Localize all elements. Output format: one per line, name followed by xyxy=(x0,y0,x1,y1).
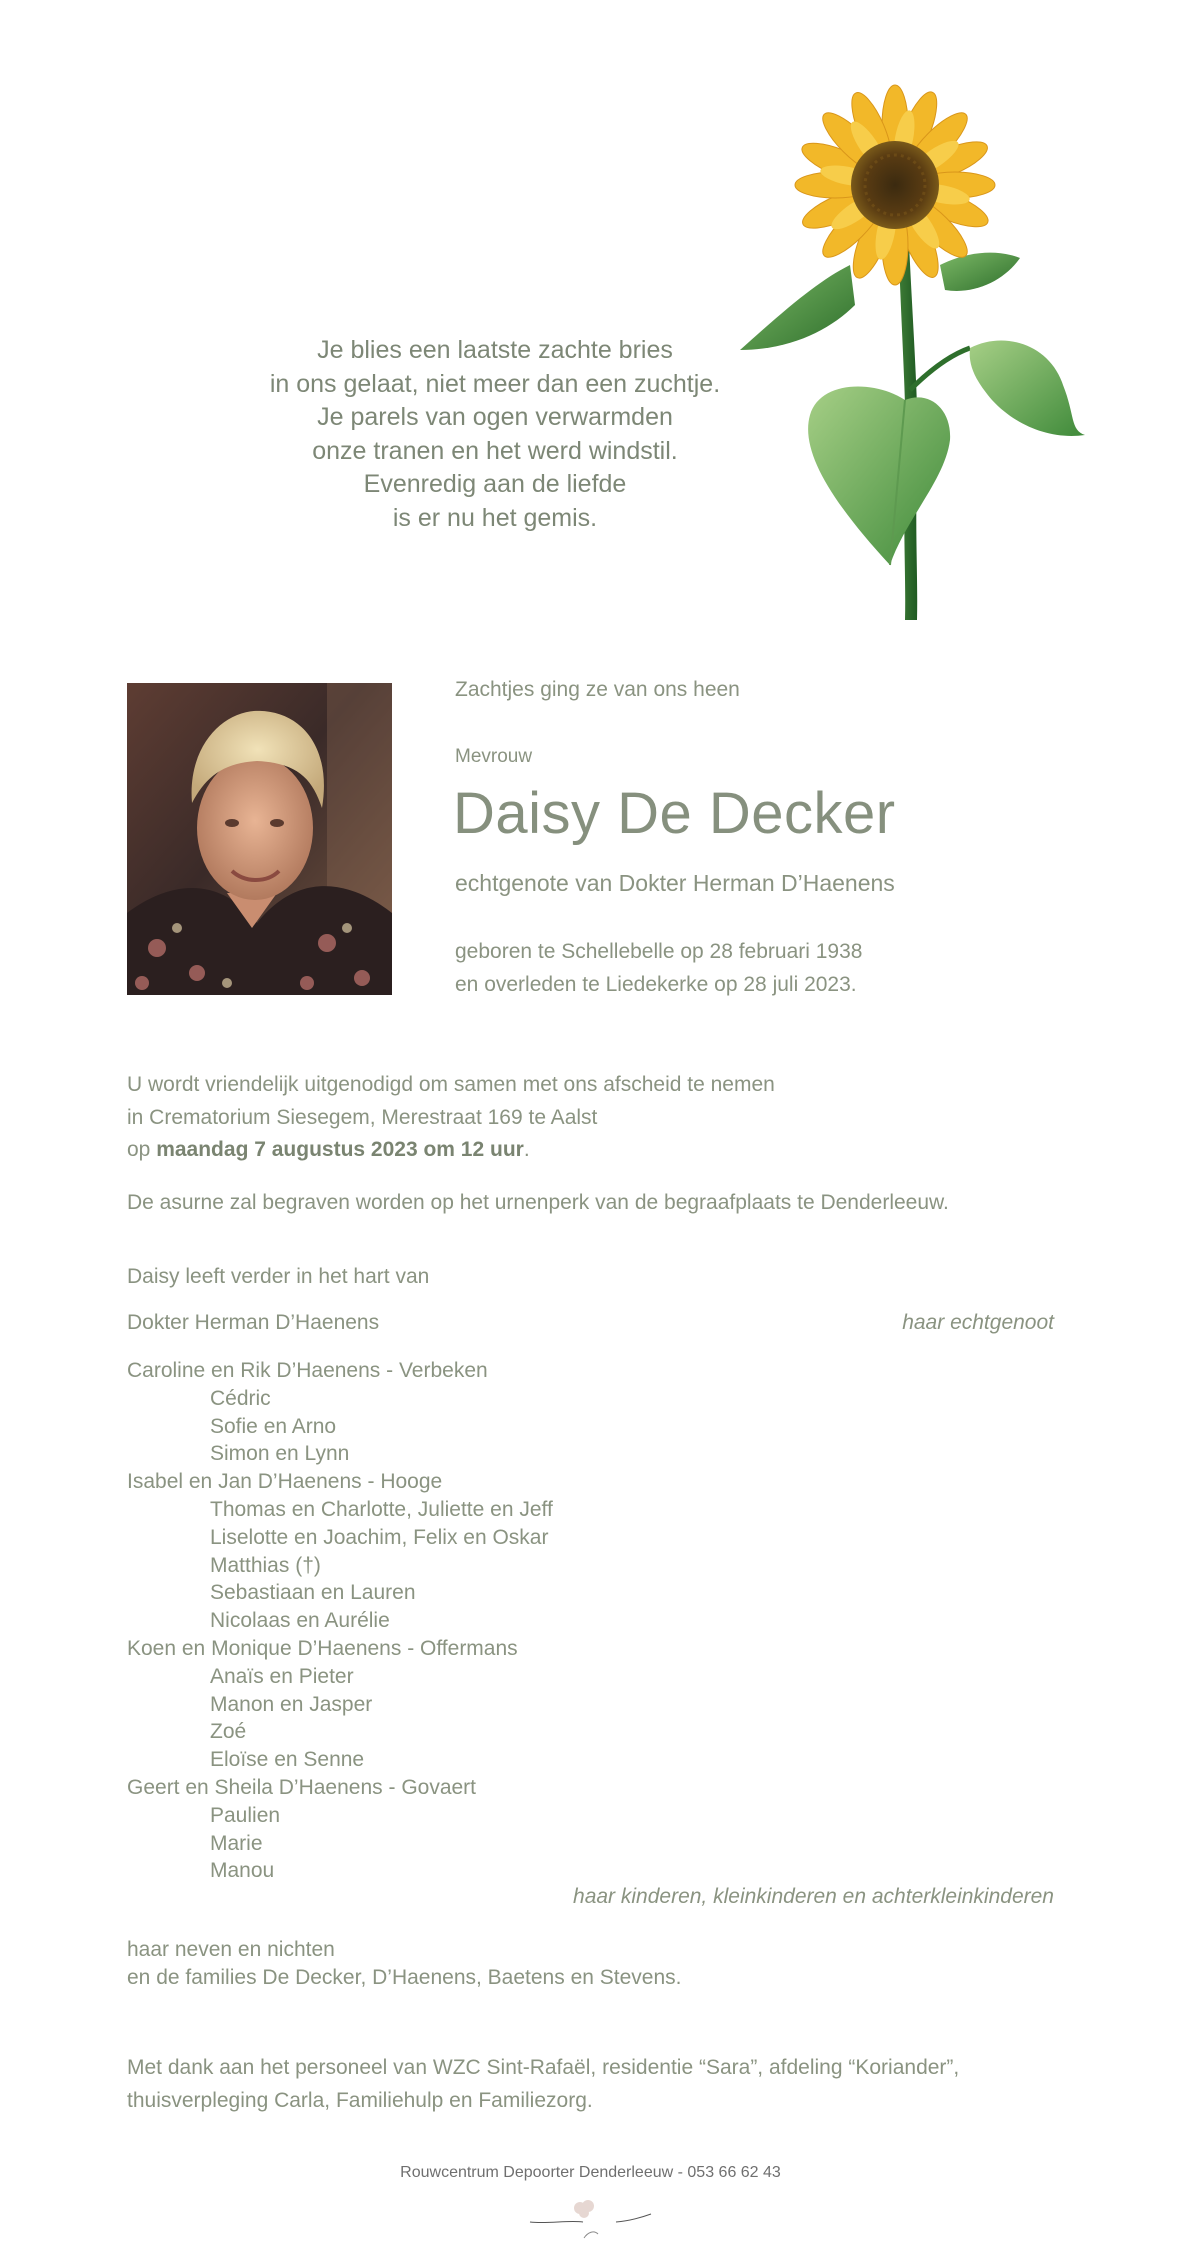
grandchild: Sebastiaan en Lauren xyxy=(210,1581,416,1605)
portrait-photo xyxy=(127,683,392,995)
intro-line: Zachtjes ging ze van ons heen xyxy=(455,678,740,701)
grandchild: Liselotte en Joachim, Felix en Oskar xyxy=(210,1525,549,1549)
poem-line: is er nu het gemis. xyxy=(392,503,598,532)
grandchild: Marie xyxy=(210,1831,263,1855)
rouwatelier-logo xyxy=(528,2198,653,2248)
thanks-line: thuisverpleging Carla, Familiehulp en Familiezorg. xyxy=(127,2088,593,2112)
grandchild: Manon en Jasper xyxy=(210,1692,373,1716)
relatives-line: en de families De Decker, D’Haenens, Baetens en Stevens. xyxy=(127,1966,682,1989)
husband-name: Dokter Herman D’Haenens xyxy=(127,1311,380,1334)
poem-line: onze tranen en het werd windstil. xyxy=(312,436,678,465)
husband-role: haar echtgenoot xyxy=(902,1311,1054,1334)
invitation xyxy=(127,1069,775,1167)
survivors-heading: Daisy leeft verder in het hart van xyxy=(127,1265,430,1288)
death-line: en overleden te Liedekerke op 28 juli 2023. xyxy=(455,973,857,996)
funeral-home-contact: Rouwcentrum Depoorter Denderleeuw - 053 66 62 43 xyxy=(400,2164,781,2181)
relatives-line: haar neven en nichten xyxy=(127,1938,335,1961)
family-name: Isabel en Jan D’Haenens - Hooge xyxy=(127,1470,443,1494)
grandchild: Thomas en Charlotte, Juliette en Jeff xyxy=(210,1497,553,1521)
thanks xyxy=(127,2052,959,2117)
grandchild: Paulien xyxy=(210,1803,281,1827)
invitation-prefix: op xyxy=(127,1138,157,1161)
poem-line: Je parels van ogen verwarmden xyxy=(317,403,673,431)
poem-line: Evenredig aan de liefde xyxy=(363,470,627,498)
sunflower-icon xyxy=(730,80,1090,620)
family-name: Geert en Sheila D’Haenens - Govaert xyxy=(127,1775,477,1799)
invitation-line: in Crematorium Siesegem, Merestraat 169 te Aalst xyxy=(127,1105,598,1129)
grandchild: Manou xyxy=(210,1859,275,1883)
grandchild: Anaïs en Pieter xyxy=(210,1664,354,1688)
poem xyxy=(190,334,800,535)
grandchild: Simon en Lynn xyxy=(210,1442,350,1466)
grandchild: Cédric xyxy=(210,1386,271,1410)
family-list xyxy=(127,1357,553,1885)
invitation-suffix: . xyxy=(523,1138,530,1161)
spouse-line: echtgenote van Dokter Herman D’Haenens xyxy=(455,870,895,896)
poem-line: Je blies een laatste zachte bries xyxy=(317,336,673,364)
invitation-line: U wordt vriendelijk uitgenodigd om samen met ons afscheid te nemen xyxy=(127,1073,775,1096)
family-role: haar kinderen, kleinkinderen en achterkleinkinderen xyxy=(573,1885,1054,1908)
life-dates xyxy=(455,935,862,1001)
urn-note: De asurne zal begraven worden op het urnenperk van de begraafplaats te Denderleeuw. xyxy=(127,1191,949,1214)
salutation: Mevrouw xyxy=(455,746,533,767)
deceased-name: Daisy De Decker xyxy=(453,781,896,846)
relatives xyxy=(127,1936,681,1992)
family-name: Caroline en Rik D’Haenens - Verbeken xyxy=(127,1359,488,1382)
grandchild: Nicolaas en Aurélie xyxy=(210,1609,390,1633)
birth-line: geboren te Schellebelle op 28 februari 1938 xyxy=(455,940,863,963)
poem-line: in ons gelaat, niet meer dan een zuchtje. xyxy=(269,369,721,398)
thanks-line: Met dank aan het personeel van WZC Sint-Rafaël, residentie “Sara”, afdeling “Koriander”, xyxy=(127,2056,960,2079)
grandchild: Matthias (†) xyxy=(210,1553,321,1577)
grandchild: Zoé xyxy=(210,1720,247,1744)
grandchild: Eloïse en Senne xyxy=(210,1748,365,1772)
ceremony-datetime: maandag 7 augustus 2023 om 12 uur xyxy=(156,1138,524,1161)
invitation-date-line xyxy=(127,1134,775,1167)
grandchild: Sofie en Arno xyxy=(210,1414,337,1438)
family-name: Koen en Monique D’Haenens - Offermans xyxy=(127,1636,518,1660)
